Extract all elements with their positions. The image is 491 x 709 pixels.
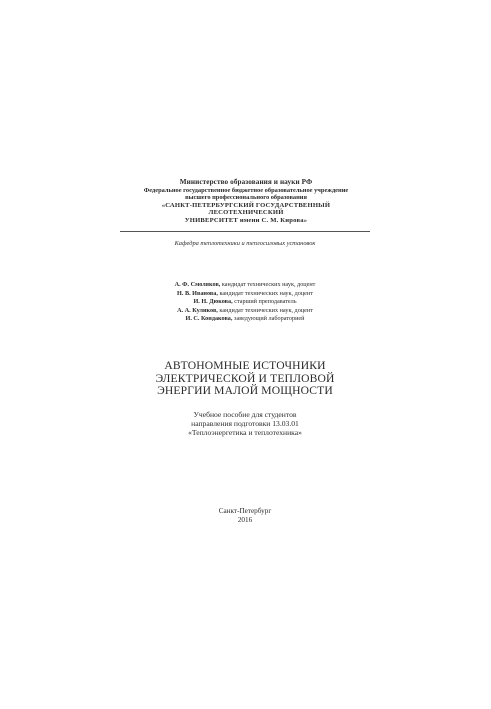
subtitle-line: Учебное пособие для студентов (193, 410, 297, 419)
author-role: старший преподаватель (234, 298, 297, 306)
author-entry (120, 307, 370, 316)
university-name-line: УНИВЕРСИТЕТ имени С. М. Кирова» (184, 216, 308, 224)
author-name: И. С. Кондакова, (185, 315, 233, 323)
author-name: А. А. Куликов, (177, 306, 218, 314)
university-name-line: «САНКТ-ПЕТЕРБУРГСКИЙ ГОСУДАРСТВЕННЫЙ ЛЕСОТЕХНИЧЕСКИЙ (161, 201, 331, 217)
author-entry (120, 298, 370, 307)
imprint (190, 507, 300, 524)
publisher-header (126, 178, 366, 224)
ministry-name: Министерство образования и науки РФ (179, 178, 313, 186)
institution-line: высшего профессионального образования (185, 194, 307, 202)
title-line: ЭНЕРГИИ МАЛОЙ МОЩНОСТИ (157, 384, 333, 398)
author-list (120, 281, 370, 324)
title-line: ЭЛЕКТРИЧЕСКОЙ И ТЕПЛОВОЙ (155, 371, 335, 385)
author-role: кандидат технических наук, доцент (221, 281, 316, 288)
author-name: А. Ф. Смоляков, (174, 281, 221, 288)
publication-city: Санкт-Петербург (218, 507, 272, 515)
title-line: АВТОНОМНЫЕ ИСТОЧНИКИ (164, 359, 326, 372)
author-entry (120, 281, 370, 290)
subtitle-line: направления подготовки 13.03.01 (191, 418, 299, 428)
book-subtitle (140, 411, 350, 437)
department-name: Кафедра теплотехники и теплосиловых установок (174, 240, 316, 247)
header-divider (120, 231, 370, 232)
author-name: И. Н. Дюкова, (193, 298, 233, 306)
author-name: Н. В. Иванова, (177, 289, 218, 297)
book-title (110, 360, 380, 398)
author-entry (120, 315, 370, 324)
publication-year: 2016 (237, 515, 253, 524)
author-role: кандидат технических наук, доцент (219, 289, 313, 297)
author-role: кандидат технических наук, доцент (219, 306, 313, 314)
author-entry (120, 290, 370, 299)
author-role: заведующий лабораторией (234, 315, 305, 323)
subtitle-line: «Теплоэнергетика и теплотехника» (188, 427, 302, 437)
institution-line: Федеральное государственное бюджетное образовательное учреждение (143, 186, 349, 194)
